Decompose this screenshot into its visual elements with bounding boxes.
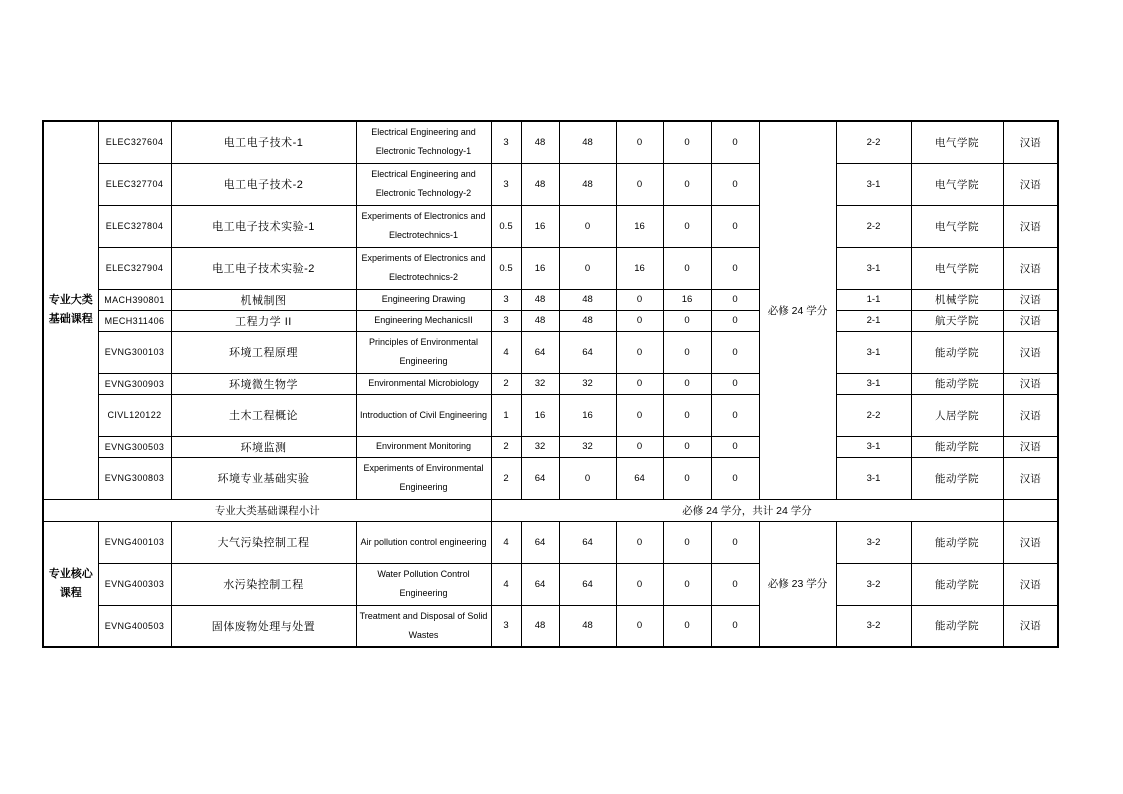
- hours-cell: 0: [663, 563, 711, 605]
- subtotal-empty-cell: [1003, 499, 1058, 521]
- hours-cell: 16: [521, 394, 559, 436]
- language-cell: 汉语: [1003, 310, 1058, 331]
- course-name-cn: 环境微生物学: [171, 373, 356, 394]
- language-cell: 汉语: [1003, 121, 1058, 163]
- hours-cell: 0: [616, 331, 663, 373]
- hours-cell: 32: [521, 436, 559, 457]
- college-cell: 电气学院: [911, 205, 1003, 247]
- hours-cell: 48: [559, 605, 616, 647]
- course-code: ELEC327804: [98, 205, 171, 247]
- course-name-cn: 电工电子技术-1: [171, 121, 356, 163]
- hours-cell: 0: [711, 310, 759, 331]
- hours-cell: 0: [663, 331, 711, 373]
- hours-cell: 0: [711, 394, 759, 436]
- college-cell: 机械学院: [911, 289, 1003, 310]
- college-cell: 电气学院: [911, 121, 1003, 163]
- hours-cell: 64: [559, 331, 616, 373]
- curriculum-table: [42, 120, 1059, 648]
- college-cell: 能动学院: [911, 563, 1003, 605]
- hours-cell: 0: [616, 163, 663, 205]
- hours-cell: 48: [559, 121, 616, 163]
- college-cell: 能动学院: [911, 331, 1003, 373]
- hours-cell: 0: [616, 563, 663, 605]
- hours-cell: 0: [711, 563, 759, 605]
- course-code: EVNG300503: [98, 436, 171, 457]
- hours-cell: 0: [663, 521, 711, 563]
- hours-cell: 0: [663, 310, 711, 331]
- college-cell: 电气学院: [911, 247, 1003, 289]
- course-name-cn: 环境工程原理: [171, 331, 356, 373]
- hours-cell: 64: [521, 457, 559, 499]
- course-row: [43, 205, 1058, 247]
- course-name-en: Environment Monitoring: [356, 436, 491, 457]
- language-cell: 汉语: [1003, 331, 1058, 373]
- language-cell: 汉语: [1003, 563, 1058, 605]
- course-code: EVNG300903: [98, 373, 171, 394]
- hours-cell: 0: [711, 163, 759, 205]
- course-name-en: Treatment and Disposal of Solid Wastes: [356, 605, 491, 647]
- hours-cell: 0: [711, 436, 759, 457]
- hours-cell: 0: [616, 605, 663, 647]
- semester-cell: 3-2: [836, 605, 911, 647]
- hours-cell: 0: [711, 121, 759, 163]
- hours-cell: 0: [663, 457, 711, 499]
- hours-cell: 16: [663, 289, 711, 310]
- hours-cell: 0: [663, 605, 711, 647]
- course-name-cn: 大气污染控制工程: [171, 521, 356, 563]
- hours-cell: 0: [663, 121, 711, 163]
- hours-cell: 48: [521, 289, 559, 310]
- course-code: EVNG300803: [98, 457, 171, 499]
- semester-cell: 3-2: [836, 521, 911, 563]
- course-code: EVNG400103: [98, 521, 171, 563]
- hours-cell: 64: [559, 563, 616, 605]
- category-line: 专业核心: [48, 567, 93, 580]
- semester-cell: 3-1: [836, 436, 911, 457]
- college-cell: 能动学院: [911, 605, 1003, 647]
- course-code: EVNG400503: [98, 605, 171, 647]
- subtotal-row: [43, 499, 1058, 521]
- course-name-cn: 环境监测: [171, 436, 356, 457]
- credits-cell: 3: [491, 121, 521, 163]
- course-name-en: Electrical Engineering and Electronic Technology-1: [356, 121, 491, 163]
- credits-cell: 0.5: [491, 205, 521, 247]
- language-cell: 汉语: [1003, 205, 1058, 247]
- semester-cell: 2-2: [836, 121, 911, 163]
- course-row: [43, 563, 1058, 605]
- hours-cell: 0: [663, 163, 711, 205]
- course-name-en: Environmental Microbiology: [356, 373, 491, 394]
- hours-cell: 0: [616, 521, 663, 563]
- required-credits-cell: 必修 23 学分: [759, 521, 836, 647]
- language-cell: 汉语: [1003, 373, 1058, 394]
- hours-cell: 16: [616, 247, 663, 289]
- hours-cell: 0: [663, 436, 711, 457]
- hours-cell: 0: [616, 289, 663, 310]
- course-name-cn: 水污染控制工程: [171, 563, 356, 605]
- credits-cell: 2: [491, 436, 521, 457]
- semester-cell: 3-1: [836, 247, 911, 289]
- college-cell: 能动学院: [911, 521, 1003, 563]
- hours-cell: 0: [711, 373, 759, 394]
- credits-cell: 0.5: [491, 247, 521, 289]
- course-row: [43, 605, 1058, 647]
- credits-cell: 2: [491, 457, 521, 499]
- hours-cell: 0: [663, 247, 711, 289]
- hours-cell: 32: [559, 436, 616, 457]
- college-cell: 电气学院: [911, 163, 1003, 205]
- semester-cell: 1-1: [836, 289, 911, 310]
- credits-cell: 4: [491, 521, 521, 563]
- category-cell: [43, 121, 98, 499]
- category-line: 课程: [59, 586, 82, 599]
- language-cell: 汉语: [1003, 247, 1058, 289]
- course-row: [43, 394, 1058, 436]
- hours-cell: 64: [616, 457, 663, 499]
- course-code: CIVL120122: [98, 394, 171, 436]
- semester-cell: 2-2: [836, 205, 911, 247]
- hours-cell: 16: [616, 205, 663, 247]
- hours-cell: 48: [521, 163, 559, 205]
- hours-cell: 0: [711, 247, 759, 289]
- course-name-cn: 环境专业基础实验: [171, 457, 356, 499]
- credits-cell: 1: [491, 394, 521, 436]
- credits-cell: 4: [491, 563, 521, 605]
- hours-cell: 0: [663, 394, 711, 436]
- hours-cell: 0: [616, 436, 663, 457]
- credits-cell: 2: [491, 373, 521, 394]
- credits-cell: 4: [491, 331, 521, 373]
- course-row: [43, 121, 1058, 163]
- hours-cell: 0: [559, 457, 616, 499]
- course-row: [43, 310, 1058, 331]
- course-row: [43, 247, 1058, 289]
- college-cell: 能动学院: [911, 457, 1003, 499]
- hours-cell: 16: [559, 394, 616, 436]
- required-credits-cell: 必修 24 学分: [759, 121, 836, 499]
- course-name-cn: 电工电子技术-2: [171, 163, 356, 205]
- course-row: [43, 163, 1058, 205]
- course-name-en: Introduction of Civil Engineering: [356, 394, 491, 436]
- hours-cell: 48: [521, 605, 559, 647]
- language-cell: 汉语: [1003, 436, 1058, 457]
- language-cell: 汉语: [1003, 521, 1058, 563]
- hours-cell: 0: [663, 373, 711, 394]
- course-code: MACH390801: [98, 289, 171, 310]
- course-row: [43, 457, 1058, 499]
- credits-cell: 3: [491, 289, 521, 310]
- course-name-cn: 机械制图: [171, 289, 356, 310]
- hours-cell: 48: [559, 163, 616, 205]
- course-name-cn: 电工电子技术实验-2: [171, 247, 356, 289]
- course-name-cn: 工程力学 II: [171, 310, 356, 331]
- course-code: ELEC327904: [98, 247, 171, 289]
- credits-cell: 3: [491, 163, 521, 205]
- course-name-en: Principles of Environmental Engineering: [356, 331, 491, 373]
- course-name-cn: 电工电子技术实验-1: [171, 205, 356, 247]
- hours-cell: 64: [521, 331, 559, 373]
- college-cell: 能动学院: [911, 436, 1003, 457]
- course-name-en: Water Pollution Control Engineering: [356, 563, 491, 605]
- hours-cell: 32: [521, 373, 559, 394]
- semester-cell: 3-2: [836, 563, 911, 605]
- hours-cell: 0: [616, 310, 663, 331]
- course-code: MECH311406: [98, 310, 171, 331]
- semester-cell: 3-1: [836, 163, 911, 205]
- hours-cell: 48: [521, 310, 559, 331]
- hours-cell: 0: [663, 205, 711, 247]
- course-name-en: Engineering Drawing: [356, 289, 491, 310]
- course-name-en: Experiments of Electronics and Electrotechnics-1: [356, 205, 491, 247]
- semester-cell: 3-1: [836, 373, 911, 394]
- course-code: EVNG400303: [98, 563, 171, 605]
- course-name-en: Experiments of Environmental Engineering: [356, 457, 491, 499]
- hours-cell: 64: [521, 521, 559, 563]
- hours-cell: 64: [559, 521, 616, 563]
- category-line: 专业大类: [48, 294, 93, 307]
- hours-cell: 0: [711, 289, 759, 310]
- hours-cell: 0: [559, 247, 616, 289]
- hours-cell: 0: [711, 605, 759, 647]
- hours-cell: 32: [559, 373, 616, 394]
- subtotal-label-cell: 专业大类基础课程小计: [43, 499, 491, 521]
- hours-cell: 16: [521, 247, 559, 289]
- course-name-en: Air pollution control engineering: [356, 521, 491, 563]
- college-cell: 航天学院: [911, 310, 1003, 331]
- course-row: [43, 436, 1058, 457]
- course-code: EVNG300103: [98, 331, 171, 373]
- hours-cell: 48: [559, 310, 616, 331]
- hours-cell: 0: [616, 394, 663, 436]
- category-cell: [43, 521, 98, 647]
- hours-cell: 0: [616, 121, 663, 163]
- hours-cell: 64: [521, 563, 559, 605]
- semester-cell: 3-1: [836, 331, 911, 373]
- hours-cell: 0: [559, 205, 616, 247]
- course-row: [43, 521, 1058, 563]
- course-name-cn: 土木工程概论: [171, 394, 356, 436]
- credits-cell: 3: [491, 605, 521, 647]
- hours-cell: 0: [711, 331, 759, 373]
- semester-cell: 2-1: [836, 310, 911, 331]
- course-row: [43, 289, 1058, 310]
- hours-cell: 48: [559, 289, 616, 310]
- language-cell: 汉语: [1003, 605, 1058, 647]
- hours-cell: 0: [616, 373, 663, 394]
- course-name-en: Engineering MechanicsII: [356, 310, 491, 331]
- college-cell: 人居学院: [911, 394, 1003, 436]
- hours-cell: 16: [521, 205, 559, 247]
- language-cell: 汉语: [1003, 394, 1058, 436]
- course-code: ELEC327704: [98, 163, 171, 205]
- hours-cell: 0: [711, 457, 759, 499]
- college-cell: 能动学院: [911, 373, 1003, 394]
- hours-cell: 0: [711, 521, 759, 563]
- hours-cell: 48: [521, 121, 559, 163]
- semester-cell: 3-1: [836, 457, 911, 499]
- subtotal-value-cell: 必修 24 学分，共计 24 学分: [491, 499, 1003, 521]
- credits-cell: 3: [491, 310, 521, 331]
- course-name-en: Electrical Engineering and Electronic Technology-2: [356, 163, 491, 205]
- category-line: 基础课程: [48, 313, 93, 326]
- language-cell: 汉语: [1003, 163, 1058, 205]
- course-name-en: Experiments of Electronics and Electrotechnics-2: [356, 247, 491, 289]
- semester-cell: 2-2: [836, 394, 911, 436]
- course-row: [43, 331, 1058, 373]
- hours-cell: 0: [711, 205, 759, 247]
- course-name-cn: 固体废物处理与处置: [171, 605, 356, 647]
- course-code: ELEC327604: [98, 121, 171, 163]
- language-cell: 汉语: [1003, 457, 1058, 499]
- language-cell: 汉语: [1003, 289, 1058, 310]
- course-row: [43, 373, 1058, 394]
